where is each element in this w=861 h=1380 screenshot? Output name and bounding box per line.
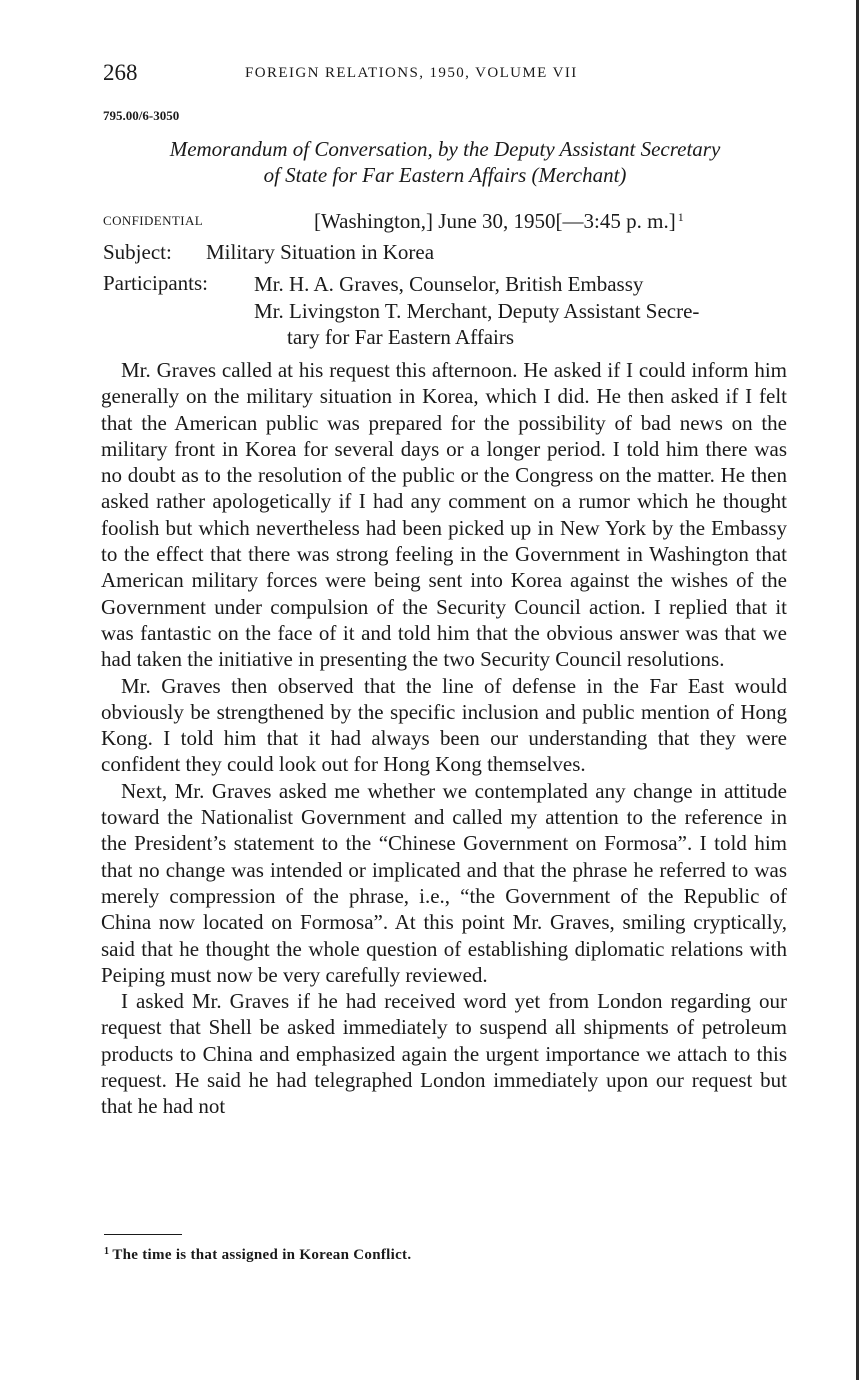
- dateline-footnote-mark: 1: [677, 210, 684, 224]
- body-paragraph-3: Next, Mr. Graves asked me whether we contemplated any change in attitude toward the Nationalist Government and called my attention to the reference in the President’s statement to the “Chinese Government on Formosa”. I told him that no change was intended or implicated and that the phrase he referred to was merely compression of the phrase, i.e., “the Government of the Republic of China now located on Formosa”. At this point Mr. Graves, smiling cryptically, said that he thought the whole question of establishing diplomatic relations with Peiping must now be very carefully reviewed.: [101, 778, 787, 987]
- document-id: 795.00/6-3050: [103, 108, 180, 123]
- dateline: [314, 209, 684, 234]
- footnote-rule: [104, 1234, 182, 1235]
- classification-label: CONFIDENTIAL: [103, 213, 204, 228]
- participants-label: Participants:: [103, 271, 208, 295]
- memo-title: [100, 136, 790, 188]
- body-paragraph-4: I asked Mr. Graves if he had received word yet from London regarding our request that Shell be asked immediately to suspend all shipments of petroleum products to China and emphasized again the urgent importance we attach to this request. He said he had telegraphed London immediately upon our request but that he had not: [101, 989, 787, 1119]
- participant-line-3: tary for Far Eastern Affairs: [287, 325, 515, 349]
- footnote-text: The time is that assigned in Korean Conflict.: [112, 1247, 412, 1263]
- subject-label: Subject:: [103, 240, 172, 264]
- memo-body: [101, 357, 787, 1120]
- footnote-mark: 1: [104, 1246, 110, 1257]
- body-paragraph-1: Mr. Graves called at his request this afternoon. He asked if I could inform him generally on the military situation in Korea, which I did. He then asked if I felt that the American public was prepared for the possibility of bad news on the military front in Korea for several days or a longer period. I told him there was no doubt as to the resolution of the public or the Congress on the matter. He then asked rather apologetically if I had any comment on a rumor which he thought foolish but which nevertheless had been picked up in New York by the Embassy to the effect that there was strong feeling in the Government in Washington that American military forces were being sent into Korea against the wishes of the Government under compulsion of the Security Council action. I replied that it was fantastic on the face of it and told him that the obvious answer was that we had taken the initiative in presenting the two Security Council resolutions.: [101, 358, 787, 672]
- dateline-text: [Washington,] June 30, 1950[—3:45 p. m.]: [314, 209, 676, 233]
- footnote: [104, 1246, 411, 1264]
- body-paragraph-2: Mr. Graves then observed that the line of defense in the Far East would obviously be strengthened by the specific inclusion and public mention of Hong Kong. I told him that it had always been our understanding that they were confident they could look out for Hong Kong themselves.: [101, 673, 787, 777]
- participant-line-1: Mr. H. A. Graves, Counselor, British Embassy: [254, 272, 644, 296]
- running-title: FOREIGN RELATIONS, 1950, VOLUME VII: [245, 65, 578, 81]
- page-header: [103, 60, 787, 90]
- memo-title-line-1: Memorandum of Conversation, by the Deputy Assistant Secretary: [169, 137, 721, 161]
- memo-title-line-2: of State for Far Eastern Affairs (Merchant): [263, 163, 627, 187]
- page-number: 268: [103, 60, 138, 85]
- participant-line-2: Mr. Livingston T. Merchant, Deputy Assistant Secre-: [254, 299, 700, 323]
- subject-value: Military Situation in Korea: [206, 240, 435, 264]
